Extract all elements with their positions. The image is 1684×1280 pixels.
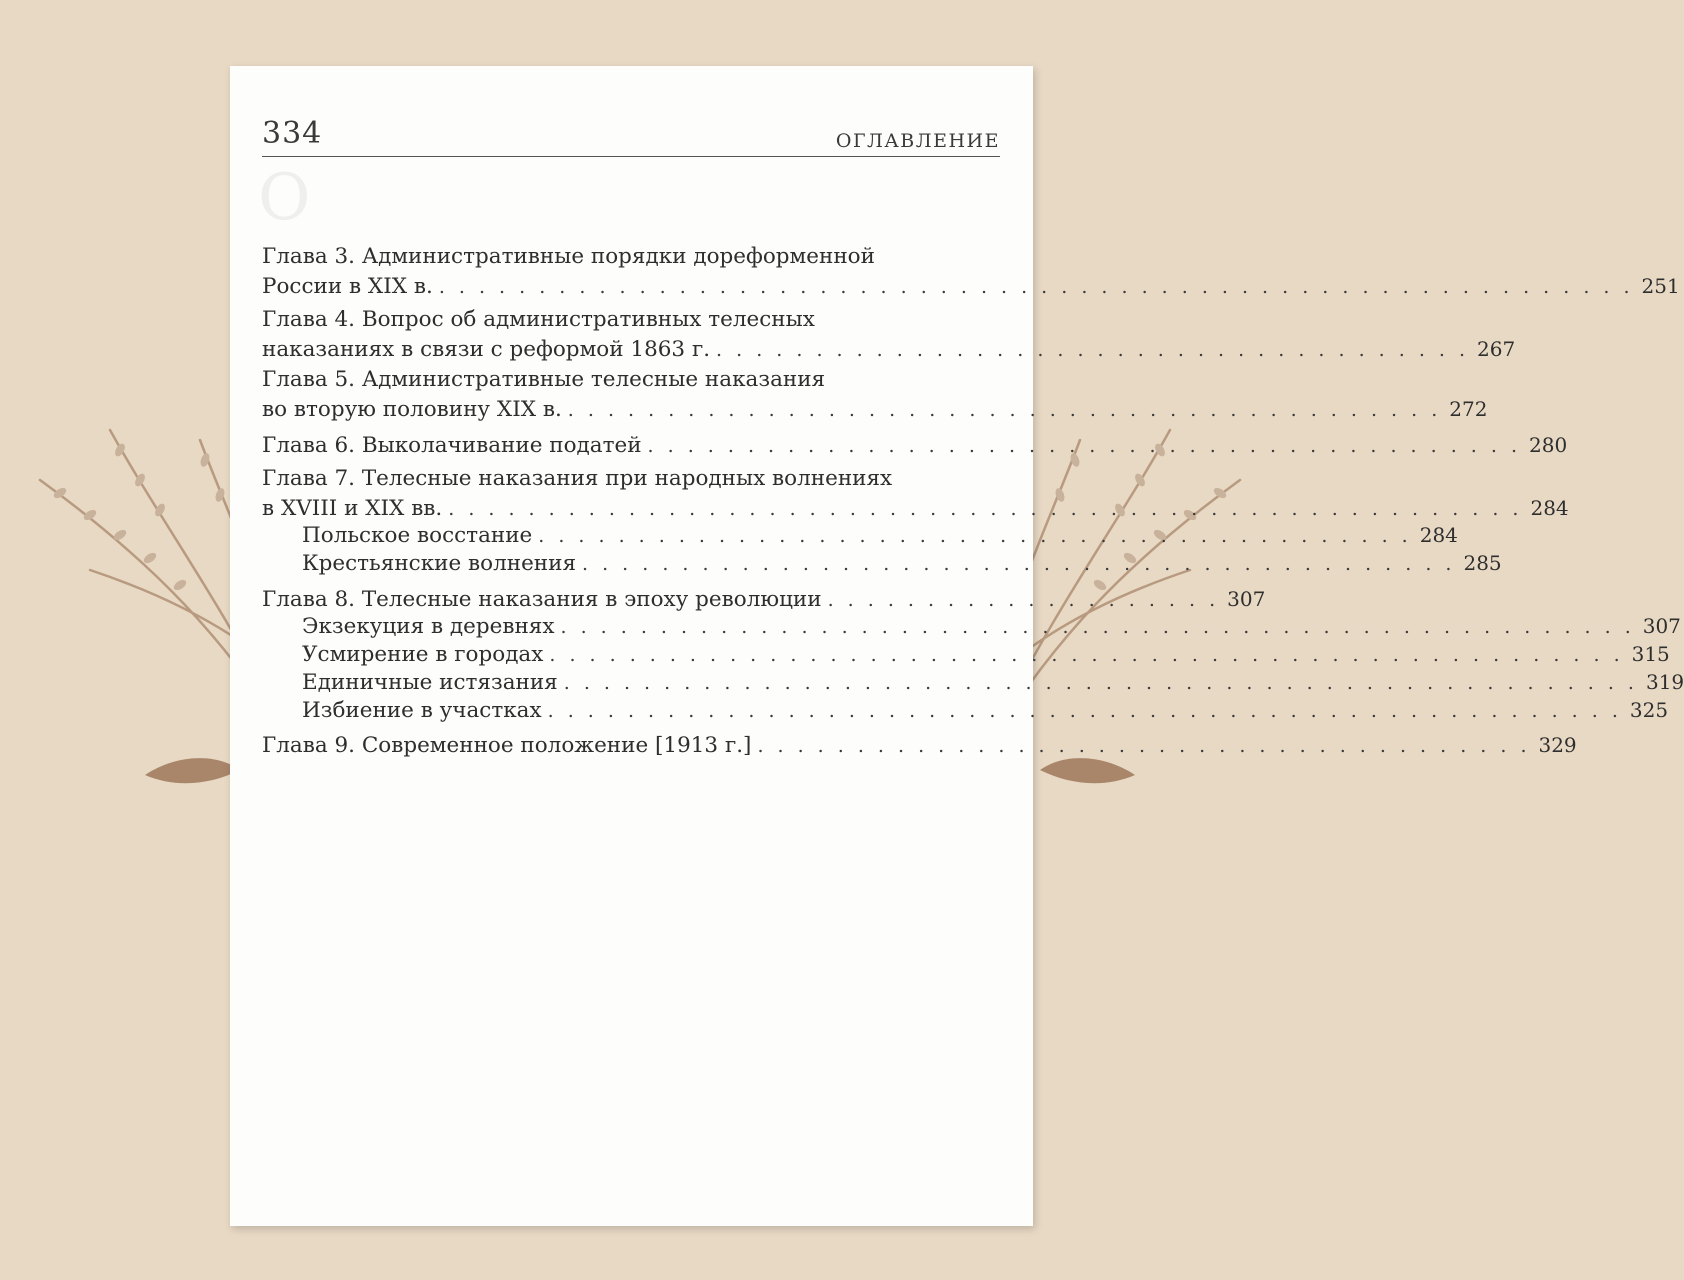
toc-chapter-8-entry bbox=[262, 586, 1266, 613]
toc-section-page: 315 bbox=[1631, 642, 1670, 666]
toc-chapter-3-entry bbox=[262, 273, 1680, 300]
toc-section-entry bbox=[302, 550, 1502, 577]
toc-section-title: Крестьянские волнения bbox=[302, 551, 577, 576]
book-page bbox=[230, 66, 1684, 1226]
leader-dots: . . . . . . . . . . . . . . . . . . . . . . . . . . . . . . . . . . . . . . . . . . . . . . . . . . . . . . bbox=[547, 700, 1622, 722]
leader-dots: . . . . . . . . . . . . . . . . . . . . . . . . . . . . . . . . . . . . . . . . . . . . bbox=[647, 435, 1521, 457]
toc-chapter-9-entry bbox=[262, 732, 1577, 759]
toc-chapter-8-page: 307 bbox=[1227, 587, 1266, 611]
toc-chapter-6-page: 280 bbox=[1529, 433, 1568, 457]
toc-chapter-3-page: 251 bbox=[1641, 274, 1680, 298]
table-of-contents bbox=[230, 66, 1684, 1226]
toc-chapter-7-title: Глава 7. Телесные наказания при народных волнениях bbox=[262, 466, 893, 491]
leader-dots: . . . . . . . . . . . . . . . . . . . . . . . . . . . . . . . . . . . . . . . . . . . . . . . . . . . . . . . . . . . . bbox=[438, 276, 1634, 298]
toc-section-title: Усмирение в городах bbox=[302, 642, 544, 667]
toc-section-page: 285 bbox=[1463, 551, 1502, 575]
toc-chapter-4-title-cont: наказаниях в связи с реформой 1863 г. bbox=[262, 337, 711, 362]
toc-chapter-5-title: Глава 5. Административные телесные наказания bbox=[262, 367, 826, 392]
toc-section-page: 325 bbox=[1629, 698, 1669, 722]
toc-section-entry bbox=[302, 697, 1669, 724]
toc-chapter-6-title: Глава 6. Выколачивание податей bbox=[262, 433, 642, 458]
leader-dots: . . . . . . . . . . . . . . . . . . . . . . . . . . . . . . . . . . . . . . . . . . . . bbox=[582, 553, 1456, 575]
toc-chapter-3-title-cont: России в XIX в. bbox=[262, 274, 433, 299]
leader-dots: . . . . . . . . . . . . . . . . . . . . . . . . . . . . . . . . . . . . . . . bbox=[757, 735, 1531, 757]
toc-section-page: 284 bbox=[1419, 523, 1458, 547]
toc-chapter-4-title: Глава 4. Вопрос об административных телесных bbox=[262, 307, 815, 332]
leader-dots: . . . . . . . . . . . . . . . . . . . . . . . . . . . . . . . . . . . . . . . . . . . . bbox=[567, 399, 1442, 421]
toc-section-page: 319 bbox=[1645, 670, 1684, 694]
leader-dots: . . . . . . . . . . . . . . . . . . . . . . . . . . . . . . . . . . . . . . . . . . . . . . . . . . . . . . bbox=[448, 498, 1523, 520]
toc-chapter-9-title: Глава 9. Современное положение [1913 г.] bbox=[262, 733, 752, 758]
toc-chapter-4-page: 267 bbox=[1477, 337, 1516, 361]
toc-chapter-6-entry bbox=[262, 432, 1568, 459]
toc-chapter-5-title-cont: во вторую половину XIX в. bbox=[262, 397, 562, 422]
toc-chapter-5-entry bbox=[262, 396, 1488, 423]
toc-section-title: Экзекуция в деревнях bbox=[302, 614, 555, 639]
toc-chapter-5-page: 272 bbox=[1449, 397, 1488, 421]
show-through-title: О bbox=[258, 161, 311, 235]
toc-chapter-7-entry bbox=[262, 495, 1569, 522]
toc-section-title: Единичные истязания bbox=[302, 670, 558, 695]
toc-section-page: 307 bbox=[1642, 614, 1681, 638]
leader-dots: . . . . . . . . . . . . . . . . . . . . . . . . . . . . . . . . . . . . . . . . . . . . bbox=[538, 525, 1412, 547]
running-head: ОГЛАВЛЕНИЕ bbox=[835, 130, 1000, 152]
toc-section-entry bbox=[302, 613, 1681, 640]
leader-dots: . . . . . . . . . . . . . . . . . . . . . . . . . . . . . . . . . . . . . . . . . . . . . . . . . . . . . . bbox=[549, 644, 1624, 666]
toc-section-entry bbox=[302, 522, 1458, 549]
leader-dots: . . . . . . . . . . . . . . . . . . . . . . . . . . . . . . . . . . . . . . . . . . . . . . . . . . . . . . bbox=[563, 672, 1638, 694]
page-number: 334 bbox=[262, 116, 323, 151]
toc-chapter-4-entry bbox=[262, 336, 1516, 363]
leader-dots: . . . . . . . . . . . . . . . . . . . . . . . . . . . . . . . . . . . . . . . . . . . . . . . . . . . . . . bbox=[560, 616, 1635, 638]
toc-chapter-7-title-cont: в XVIII и XIX вв. bbox=[262, 496, 443, 521]
toc-chapter-8-title: Глава 8. Телесные наказания в эпоху революции bbox=[262, 587, 822, 612]
leader-dots: . . . . . . . . . . . . . . . . . . . . bbox=[827, 589, 1220, 611]
toc-chapter-3-title: Глава 3. Административные порядки дореформенной bbox=[262, 244, 875, 269]
toc-section-entry bbox=[302, 641, 1670, 668]
toc-section-entry bbox=[302, 669, 1684, 696]
leader-dots: . . . . . . . . . . . . . . . . . . . . . . . . . . . . . . . . . . . . . . bbox=[716, 339, 1470, 361]
toc-section-title: Избиение в участках bbox=[302, 698, 542, 723]
toc-chapter-9-page: 329 bbox=[1538, 733, 1577, 757]
toc-section-title: Польское восстание bbox=[302, 523, 533, 548]
toc-chapter-7-page: 284 bbox=[1530, 496, 1569, 520]
